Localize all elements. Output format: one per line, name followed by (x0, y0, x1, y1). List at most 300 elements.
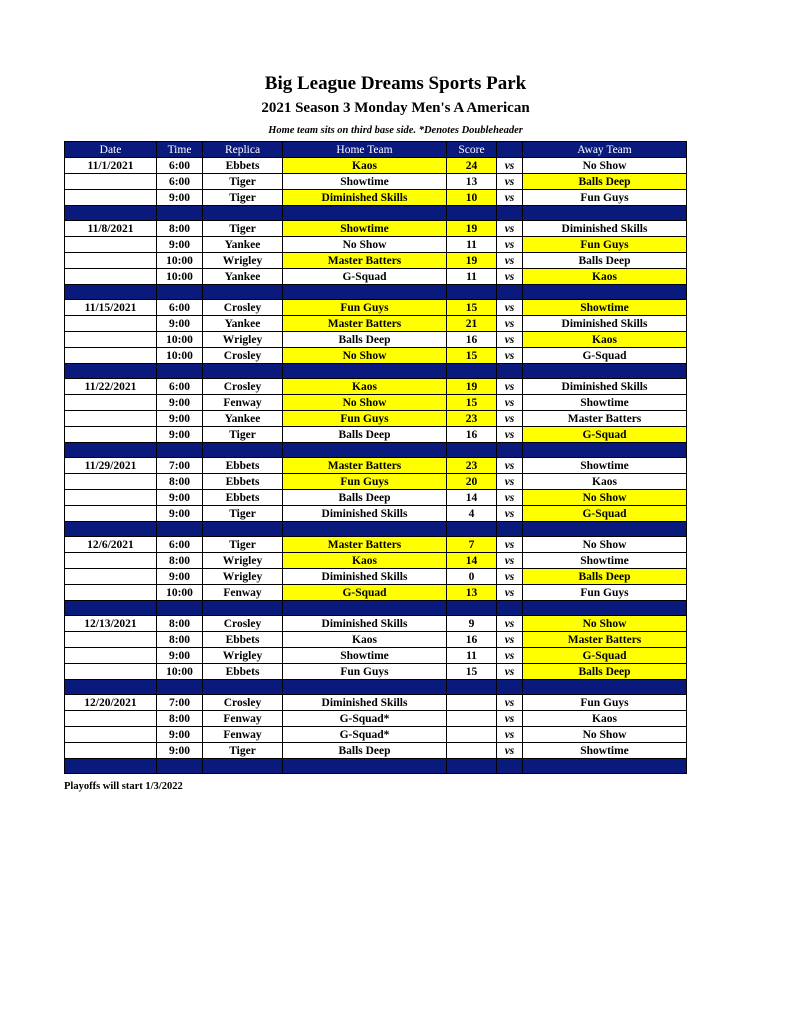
table-row (65, 332, 687, 348)
score-cell (447, 695, 497, 711)
date-cell (65, 585, 157, 601)
separator-cell (523, 680, 687, 695)
replica-cell: Tiger (203, 221, 283, 237)
home-team-cell: No Show (283, 395, 447, 411)
time-cell: 6:00 (157, 300, 203, 316)
home-team-cell: Diminished Skills (283, 569, 447, 585)
score-cell: 4 (447, 506, 497, 522)
separator-cell (157, 680, 203, 695)
replica-cell: Tiger (203, 427, 283, 443)
time-cell: 6:00 (157, 174, 203, 190)
home-team-cell: Balls Deep (283, 332, 447, 348)
away-team-cell: Fun Guys (523, 237, 687, 253)
separator-cell (203, 601, 283, 616)
separator-cell (283, 680, 447, 695)
score-cell: 11 (447, 648, 497, 664)
home-team-cell: Master Batters (283, 537, 447, 553)
table-row (65, 237, 687, 253)
score-cell: 7 (447, 537, 497, 553)
score-cell (447, 743, 497, 759)
home-team-cell: Master Batters (283, 253, 447, 269)
home-team-cell: G-Squad* (283, 727, 447, 743)
table-row (65, 411, 687, 427)
page-subtitle: 2021 Season 3 Monday Men's A American (261, 100, 530, 116)
away-team-cell: Balls Deep (523, 174, 687, 190)
replica-cell: Crosley (203, 348, 283, 364)
replica-cell: Wrigley (203, 253, 283, 269)
table-row (65, 616, 687, 632)
date-cell (65, 253, 157, 269)
replica-cell: Fenway (203, 395, 283, 411)
replica-cell: Wrigley (203, 553, 283, 569)
time-cell: 7:00 (157, 458, 203, 474)
home-team-cell: Balls Deep (283, 490, 447, 506)
time-cell: 7:00 (157, 695, 203, 711)
time-cell: 6:00 (157, 158, 203, 174)
replica-cell: Fenway (203, 585, 283, 601)
vs-cell: vs (497, 569, 523, 585)
home-team-cell: Fun Guys (283, 300, 447, 316)
replica-cell: Wrigley (203, 569, 283, 585)
date-cell (65, 190, 157, 206)
table-row (65, 190, 687, 206)
away-team-cell: Kaos (523, 474, 687, 490)
date-cell (65, 727, 157, 743)
vs-cell: vs (497, 411, 523, 427)
date-cell: 11/1/2021 (65, 158, 157, 174)
table-row (65, 632, 687, 648)
date-cell (65, 395, 157, 411)
separator-cell (203, 443, 283, 458)
table-row (65, 490, 687, 506)
separator-cell (447, 759, 497, 774)
away-team-cell: Diminished Skills (523, 221, 687, 237)
date-cell (65, 474, 157, 490)
column-header: Home Team (283, 142, 447, 158)
table-row (65, 253, 687, 269)
table-row (65, 269, 687, 285)
score-cell: 15 (447, 664, 497, 680)
separator-cell (523, 601, 687, 616)
time-cell: 9:00 (157, 237, 203, 253)
time-cell: 9:00 (157, 506, 203, 522)
home-team-cell: Fun Guys (283, 411, 447, 427)
column-header (497, 142, 523, 158)
week-separator (65, 759, 687, 774)
away-team-cell: Master Batters (523, 411, 687, 427)
date-cell: 12/13/2021 (65, 616, 157, 632)
score-cell: 11 (447, 237, 497, 253)
time-cell: 9:00 (157, 648, 203, 664)
table-row (65, 395, 687, 411)
replica-cell: Fenway (203, 727, 283, 743)
column-header: Away Team (523, 142, 687, 158)
separator-cell (65, 522, 157, 537)
separator-cell (157, 206, 203, 221)
home-team-cell: Kaos (283, 158, 447, 174)
home-team-cell: G-Squad* (283, 711, 447, 727)
home-team-cell: G-Squad (283, 269, 447, 285)
vs-cell: vs (497, 553, 523, 569)
time-cell: 10:00 (157, 585, 203, 601)
time-cell: 10:00 (157, 664, 203, 680)
date-cell (65, 648, 157, 664)
vs-cell: vs (497, 585, 523, 601)
vs-cell: vs (497, 743, 523, 759)
date-cell (65, 332, 157, 348)
separator-cell (203, 522, 283, 537)
replica-cell: Ebbets (203, 490, 283, 506)
score-cell: 19 (447, 253, 497, 269)
score-cell (447, 727, 497, 743)
home-team-cell: Balls Deep (283, 427, 447, 443)
vs-cell: vs (497, 458, 523, 474)
replica-cell: Ebbets (203, 158, 283, 174)
replica-cell: Crosley (203, 695, 283, 711)
time-cell: 9:00 (157, 569, 203, 585)
table-row (65, 537, 687, 553)
time-cell: 9:00 (157, 395, 203, 411)
replica-cell: Yankee (203, 237, 283, 253)
separator-cell (497, 206, 523, 221)
away-team-cell: Fun Guys (523, 190, 687, 206)
table-row (65, 711, 687, 727)
home-team-cell: No Show (283, 348, 447, 364)
home-team-cell: Fun Guys (283, 664, 447, 680)
score-cell: 24 (447, 158, 497, 174)
separator-cell (157, 443, 203, 458)
date-cell (65, 506, 157, 522)
separator-cell (523, 443, 687, 458)
vs-cell: vs (497, 664, 523, 680)
separator-cell (203, 206, 283, 221)
vs-cell: vs (497, 158, 523, 174)
away-team-cell: Fun Guys (523, 585, 687, 601)
table-row (65, 648, 687, 664)
vs-cell: vs (497, 237, 523, 253)
vs-cell: vs (497, 395, 523, 411)
table-row (65, 316, 687, 332)
column-header: Score (447, 142, 497, 158)
away-team-cell: Kaos (523, 332, 687, 348)
date-cell (65, 569, 157, 585)
table-row (65, 727, 687, 743)
home-team-cell: Master Batters (283, 458, 447, 474)
time-cell: 10:00 (157, 348, 203, 364)
away-team-cell: Kaos (523, 711, 687, 727)
away-team-cell: No Show (523, 616, 687, 632)
date-cell: 11/15/2021 (65, 300, 157, 316)
date-cell: 11/8/2021 (65, 221, 157, 237)
time-cell: 8:00 (157, 632, 203, 648)
away-team-cell: Showtime (523, 395, 687, 411)
away-team-cell: Fun Guys (523, 695, 687, 711)
replica-cell: Tiger (203, 537, 283, 553)
date-cell (65, 427, 157, 443)
separator-cell (157, 522, 203, 537)
time-cell: 9:00 (157, 490, 203, 506)
vs-cell: vs (497, 379, 523, 395)
table-row (65, 221, 687, 237)
away-team-cell: Balls Deep (523, 253, 687, 269)
separator-cell (283, 759, 447, 774)
score-cell: 0 (447, 569, 497, 585)
week-separator (65, 206, 687, 221)
separator-cell (447, 443, 497, 458)
separator-cell (283, 601, 447, 616)
vs-cell: vs (497, 253, 523, 269)
separator-cell (497, 522, 523, 537)
column-header: Date (65, 142, 157, 158)
date-cell (65, 174, 157, 190)
home-team-cell: Diminished Skills (283, 695, 447, 711)
table-row (65, 695, 687, 711)
schedule-body (65, 158, 687, 774)
replica-cell: Ebbets (203, 458, 283, 474)
column-header: Time (157, 142, 203, 158)
replica-cell: Tiger (203, 506, 283, 522)
separator-cell (283, 285, 447, 300)
time-cell: 8:00 (157, 711, 203, 727)
page-title: Big League Dreams Sports Park (264, 73, 527, 94)
time-cell: 6:00 (157, 537, 203, 553)
replica-cell: Yankee (203, 269, 283, 285)
playoffs-note: Playoffs will start 1/3/2022 (64, 781, 183, 792)
time-cell: 10:00 (157, 332, 203, 348)
score-cell: 16 (447, 332, 497, 348)
date-cell (65, 348, 157, 364)
score-cell: 15 (447, 395, 497, 411)
time-cell: 9:00 (157, 316, 203, 332)
table-row (65, 553, 687, 569)
time-cell: 8:00 (157, 474, 203, 490)
time-cell: 6:00 (157, 379, 203, 395)
separator-cell (203, 680, 283, 695)
score-cell: 11 (447, 269, 497, 285)
away-team-cell: Diminished Skills (523, 379, 687, 395)
separator-cell (447, 601, 497, 616)
score-cell: 13 (447, 585, 497, 601)
away-team-cell: Showtime (523, 300, 687, 316)
table-row (65, 458, 687, 474)
replica-cell: Fenway (203, 711, 283, 727)
separator-cell (497, 680, 523, 695)
separator-cell (523, 364, 687, 379)
separator-cell (523, 759, 687, 774)
date-cell: 11/29/2021 (65, 458, 157, 474)
separator-cell (203, 759, 283, 774)
week-separator (65, 443, 687, 458)
vs-cell: vs (497, 474, 523, 490)
vs-cell: vs (497, 221, 523, 237)
away-team-cell: No Show (523, 490, 687, 506)
week-separator (65, 364, 687, 379)
away-team-cell: Master Batters (523, 632, 687, 648)
separator-cell (157, 364, 203, 379)
vs-cell: vs (497, 711, 523, 727)
date-cell (65, 743, 157, 759)
home-team-cell: No Show (283, 237, 447, 253)
home-team-cell: Fun Guys (283, 474, 447, 490)
separator-cell (157, 601, 203, 616)
separator-cell (447, 364, 497, 379)
week-separator (65, 522, 687, 537)
time-cell: 9:00 (157, 427, 203, 443)
home-team-cell: Showtime (283, 648, 447, 664)
score-cell: 15 (447, 348, 497, 364)
home-team-cell: Diminished Skills (283, 506, 447, 522)
separator-cell (65, 443, 157, 458)
week-separator (65, 285, 687, 300)
separator-cell (283, 364, 447, 379)
score-cell: 10 (447, 190, 497, 206)
time-cell: 9:00 (157, 727, 203, 743)
vs-cell: vs (497, 695, 523, 711)
score-cell: 21 (447, 316, 497, 332)
date-cell (65, 316, 157, 332)
time-cell: 10:00 (157, 253, 203, 269)
replica-cell: Crosley (203, 379, 283, 395)
vs-cell: vs (497, 348, 523, 364)
separator-cell (447, 522, 497, 537)
score-cell: 23 (447, 458, 497, 474)
separator-cell (65, 285, 157, 300)
score-cell: 19 (447, 379, 497, 395)
replica-cell: Tiger (203, 190, 283, 206)
vs-cell: vs (497, 648, 523, 664)
away-team-cell: Showtime (523, 458, 687, 474)
replica-cell: Ebbets (203, 664, 283, 680)
table-row (65, 300, 687, 316)
score-cell: 19 (447, 221, 497, 237)
away-team-cell: Balls Deep (523, 569, 687, 585)
replica-cell: Tiger (203, 174, 283, 190)
date-cell (65, 237, 157, 253)
separator-cell (283, 206, 447, 221)
replica-cell: Ebbets (203, 474, 283, 490)
time-cell: 9:00 (157, 743, 203, 759)
vs-cell: vs (497, 316, 523, 332)
replica-cell: Crosley (203, 616, 283, 632)
separator-cell (65, 680, 157, 695)
schedule-note: Home team sits on third base side. *Denotes Doubleheader (268, 125, 523, 136)
table-row (65, 585, 687, 601)
week-separator (65, 680, 687, 695)
replica-cell: Tiger (203, 743, 283, 759)
vs-cell: vs (497, 632, 523, 648)
separator-cell (283, 443, 447, 458)
separator-cell (447, 680, 497, 695)
score-cell: 14 (447, 553, 497, 569)
date-cell (65, 411, 157, 427)
table-header-row (65, 142, 687, 158)
replica-cell: Yankee (203, 316, 283, 332)
replica-cell: Yankee (203, 411, 283, 427)
score-cell (447, 711, 497, 727)
separator-cell (65, 759, 157, 774)
replica-cell: Wrigley (203, 332, 283, 348)
home-team-cell: Diminished Skills (283, 190, 447, 206)
time-cell: 9:00 (157, 190, 203, 206)
away-team-cell: No Show (523, 158, 687, 174)
score-cell: 13 (447, 174, 497, 190)
home-team-cell: Kaos (283, 553, 447, 569)
vs-cell: vs (497, 190, 523, 206)
vs-cell: vs (497, 616, 523, 632)
away-team-cell: No Show (523, 537, 687, 553)
home-team-cell: Showtime (283, 174, 447, 190)
time-cell: 8:00 (157, 221, 203, 237)
date-cell: 11/22/2021 (65, 379, 157, 395)
time-cell: 8:00 (157, 616, 203, 632)
table-row (65, 174, 687, 190)
away-team-cell: Balls Deep (523, 664, 687, 680)
vs-cell: vs (497, 506, 523, 522)
table-row (65, 427, 687, 443)
away-team-cell: G-Squad (523, 506, 687, 522)
table-row (65, 664, 687, 680)
away-team-cell: Showtime (523, 553, 687, 569)
date-cell (65, 490, 157, 506)
table-row (65, 569, 687, 585)
separator-cell (203, 364, 283, 379)
away-team-cell: Showtime (523, 743, 687, 759)
replica-cell: Crosley (203, 300, 283, 316)
table-row (65, 743, 687, 759)
vs-cell: vs (497, 727, 523, 743)
column-header: Replica (203, 142, 283, 158)
separator-cell (65, 601, 157, 616)
separator-cell (283, 522, 447, 537)
home-team-cell: Master Batters (283, 316, 447, 332)
separator-cell (65, 364, 157, 379)
home-team-cell: G-Squad (283, 585, 447, 601)
separator-cell (65, 206, 157, 221)
vs-cell: vs (497, 427, 523, 443)
separator-cell (497, 759, 523, 774)
vs-cell: vs (497, 300, 523, 316)
separator-cell (497, 364, 523, 379)
home-team-cell: Diminished Skills (283, 616, 447, 632)
separator-cell (447, 206, 497, 221)
separator-cell (157, 285, 203, 300)
date-cell: 12/6/2021 (65, 537, 157, 553)
home-team-cell: Kaos (283, 632, 447, 648)
vs-cell: vs (497, 490, 523, 506)
vs-cell: vs (497, 537, 523, 553)
home-team-cell: Kaos (283, 379, 447, 395)
date-cell: 12/20/2021 (65, 695, 157, 711)
separator-cell (497, 601, 523, 616)
date-cell (65, 711, 157, 727)
schedule-table (64, 141, 687, 774)
table-row (65, 348, 687, 364)
separator-cell (157, 759, 203, 774)
score-cell: 16 (447, 632, 497, 648)
score-cell: 16 (447, 427, 497, 443)
table-row (65, 506, 687, 522)
vs-cell: vs (497, 174, 523, 190)
score-cell: 14 (447, 490, 497, 506)
vs-cell: vs (497, 332, 523, 348)
replica-cell: Wrigley (203, 648, 283, 664)
away-team-cell: G-Squad (523, 427, 687, 443)
home-team-cell: Showtime (283, 221, 447, 237)
score-cell: 20 (447, 474, 497, 490)
separator-cell (523, 522, 687, 537)
score-cell: 15 (447, 300, 497, 316)
table-row (65, 158, 687, 174)
